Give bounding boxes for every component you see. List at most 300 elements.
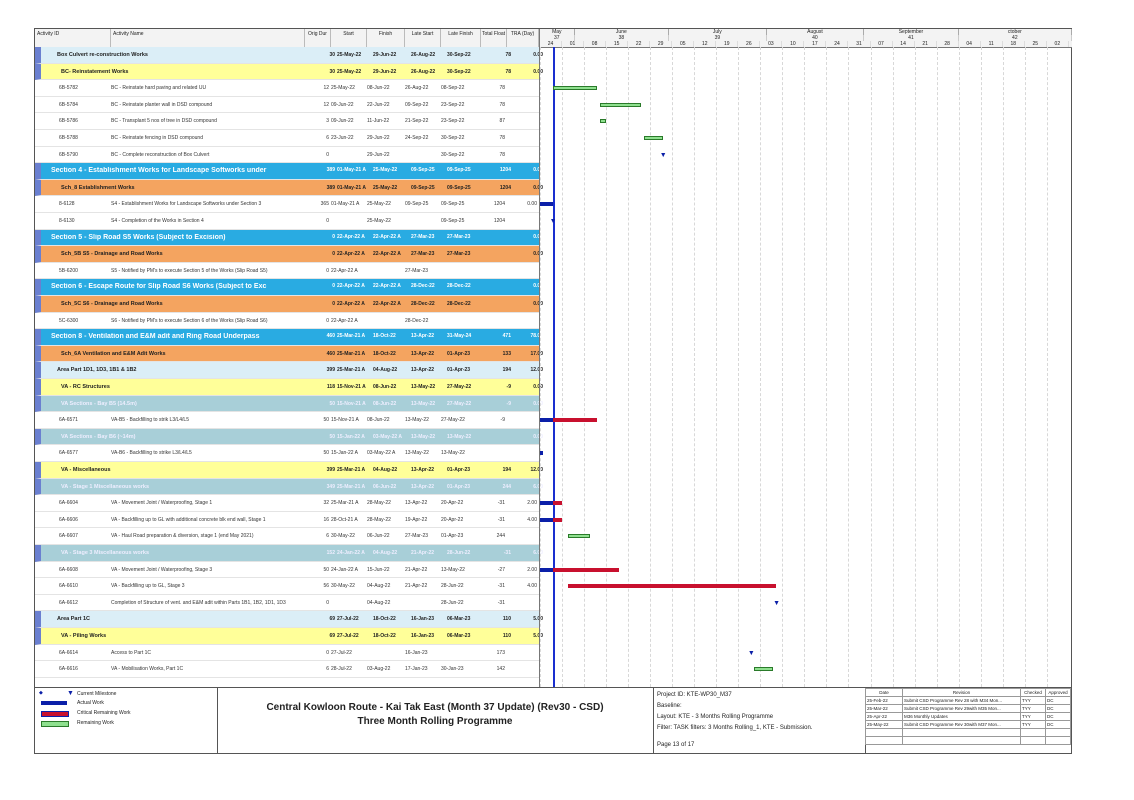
cell-ls: 28-Dec-22: [411, 301, 435, 307]
group-row[interactable]: [35, 429, 543, 446]
cell-tra: 0.00: [533, 184, 543, 191]
cell-tra: 0.00: [527, 201, 537, 208]
group-row[interactable]: [35, 545, 543, 562]
col-finish[interactable]: Finish: [367, 29, 405, 47]
group-row[interactable]: [35, 279, 543, 296]
cell-tf: 110: [502, 616, 511, 623]
actual-bar[interactable]: [540, 501, 553, 505]
cell-dur: 3: [326, 118, 329, 125]
legend-actual: Actual Work: [77, 700, 104, 706]
cell-finish: 25-May-22: [367, 218, 391, 224]
milestone-icon[interactable]: ▼: [773, 599, 781, 607]
title-block: [217, 688, 654, 754]
cell-lf: 31-May-24: [447, 333, 472, 340]
schedule-sheet: [34, 28, 1072, 754]
cell-tf: 1204: [493, 201, 505, 208]
cell-tf: -31: [497, 599, 505, 606]
grid-line: [628, 47, 629, 687]
cell-dur: 6: [326, 135, 329, 141]
cell-dur: 0: [332, 301, 335, 307]
cell-finish: 18-Oct-22: [373, 616, 396, 623]
cell-finish: 25-May-22: [373, 184, 398, 191]
project-id: Project ID: KTE-WP30_M37: [657, 692, 732, 698]
timescale: [540, 29, 1072, 48]
cell-id: Section 5 - Slip Road S5 Works (Subject to Excision): [51, 233, 226, 241]
cell-start: 01-May-21 A: [337, 167, 366, 174]
remaining-bar[interactable]: [568, 534, 590, 538]
group-row[interactable]: [35, 362, 543, 379]
cell-finish: 15-Jun-22: [367, 566, 390, 573]
col-start[interactable]: Start: [331, 29, 367, 47]
grid-line: [562, 47, 563, 687]
month-label: June: [575, 29, 669, 35]
cell-ls: 27-Mar-23: [411, 233, 435, 240]
milestone-icon: ◆: [39, 690, 43, 696]
actual-bar[interactable]: [540, 451, 543, 455]
cell-id: Area Part 1C: [57, 616, 91, 623]
rev-row: [866, 697, 1071, 705]
activity-row[interactable]: [35, 661, 539, 678]
activity-row[interactable]: [35, 263, 539, 280]
cell-lf: 20-Apr-22: [441, 500, 464, 507]
cell-finish: 04-Aug-22: [373, 367, 398, 374]
cell-ls: 13-May-22: [411, 433, 436, 440]
cell-id: VA - Stage 3 Miscellaneous works: [61, 550, 150, 556]
cell-ls: 09-Sep-25: [411, 184, 435, 191]
cell-dur: 399: [326, 467, 335, 473]
rev-text: Submit CSD Programme Rev 28 with M34 Mon...: [903, 697, 1021, 705]
revision-table: [865, 688, 1071, 754]
rev-head-revision: Revision: [903, 689, 1021, 697]
cell-ls: 13-Apr-22: [411, 367, 435, 374]
cell-finish: 22-Apr-22 A: [373, 301, 401, 307]
cell-lf: 23-Sep-22: [441, 101, 465, 108]
grid-line: [1025, 47, 1026, 687]
week-label: 41: [864, 35, 958, 41]
cell-finish: 18-Oct-22: [373, 633, 396, 639]
week-label: 40: [767, 35, 865, 41]
activity-row[interactable]: [35, 595, 539, 612]
cell-dur: 0: [326, 599, 329, 606]
day-label: 29: [650, 41, 672, 47]
remaining-bar[interactable]: [754, 667, 773, 671]
cell-lf: 27-Mar-23: [447, 251, 471, 258]
group-row[interactable]: [35, 180, 543, 197]
cell-finish: 29-Jun-22: [367, 151, 390, 158]
group-row[interactable]: [35, 462, 543, 479]
cell-dur: 50: [329, 433, 335, 440]
group-row[interactable]: [35, 230, 543, 247]
rev-row: [866, 721, 1071, 729]
cell-id: Section 8 - Ventilation and E&M adit and Ring Road Underpass: [51, 333, 260, 341]
grid-line: [716, 47, 717, 687]
cell-id: 6A-6607: [59, 533, 78, 540]
grid-line: [606, 47, 607, 687]
cell-finish: 04-Aug-22: [367, 599, 391, 606]
rev-empty: [866, 729, 903, 737]
cell-dur: 32: [323, 500, 329, 507]
day-label: 07: [871, 41, 893, 47]
day-label: 25: [1025, 41, 1047, 47]
cell-tf: 173: [496, 649, 505, 656]
activity-row[interactable]: [35, 113, 539, 130]
cell-start: 24-Jan-22 A: [337, 550, 365, 556]
rev-checked: TYY: [1021, 721, 1046, 729]
rev-text: Submit CSD Programme Rev 29with M35 Mon...: [903, 705, 1021, 713]
cell-lf: 06-Mar-23: [447, 633, 471, 639]
day-label: 24: [826, 41, 848, 47]
cell-start: 28-Oct-21 A: [331, 516, 358, 523]
cell-dur: 0: [332, 233, 335, 240]
cell-finish: 25-May-22: [373, 167, 398, 174]
critical-bar[interactable]: [553, 501, 562, 505]
cell-start: 22-Apr-22 A: [337, 283, 365, 290]
day-label: 21: [915, 41, 937, 47]
remaining-bar[interactable]: [600, 119, 606, 123]
cell-id: 6A-6608: [59, 566, 78, 573]
page-number: Page 13 of 17: [657, 742, 695, 748]
rev-empty: [1046, 737, 1071, 745]
cell-start: 22-Apr-22 A: [331, 317, 358, 324]
group-row[interactable]: [35, 628, 543, 645]
cell-name: BC - Reinstate planter wall in DSD compound: [111, 101, 213, 108]
cell-lf: 13-May-22: [441, 450, 465, 457]
cell-lf: 30-Sep-22: [447, 52, 471, 58]
cell-name: BC - Reinstate fencing in DSD compound: [111, 135, 203, 141]
cell-id: 6A-6577: [59, 450, 78, 457]
day-label: 17: [804, 41, 826, 47]
remaining-bar[interactable]: [553, 86, 597, 90]
cell-start: 25-Mar-21 A: [337, 350, 366, 357]
group-row[interactable]: [35, 246, 543, 263]
grid-line: [584, 47, 585, 687]
group-row[interactable]: [35, 396, 543, 413]
month-label: July: [669, 29, 767, 35]
cell-ls: 28-Dec-22: [411, 283, 435, 290]
activity-row[interactable]: [35, 196, 539, 213]
cell-dur: 30: [329, 68, 335, 75]
col-tra[interactable]: TRA (Day): [507, 29, 539, 47]
month-label: September: [864, 29, 958, 35]
cell-ls: 09-Sep-22: [405, 101, 429, 108]
group-row[interactable]: [35, 163, 543, 180]
cell-ls: 09-Sep-25: [405, 201, 429, 208]
group-row[interactable]: [35, 64, 543, 81]
cell-lf: 01-Apr-23: [447, 350, 471, 357]
cell-tra: 4.00: [527, 516, 537, 523]
cell-start: 15-Nov-21 A: [331, 417, 359, 424]
cell-dur: 399: [326, 367, 335, 374]
rev-text: Submit CSD Programme Rev 30with M37 Mon...: [903, 721, 1021, 729]
activity-row[interactable]: [35, 80, 539, 97]
cell-ls: 13-May-22: [405, 450, 429, 457]
cell-tf: 244: [502, 483, 511, 490]
cell-dur: 118: [326, 384, 335, 390]
cell-finish: 04-Aug-22: [373, 550, 398, 556]
grid-line: [826, 47, 827, 687]
cell-finish: 22-Apr-22 A: [373, 283, 401, 290]
remaining-swatch: [41, 721, 69, 727]
activity-row[interactable]: [35, 578, 539, 595]
activity-row[interactable]: [35, 147, 539, 164]
cell-finish: 04-Aug-22: [373, 467, 398, 473]
grid-line: [760, 47, 761, 687]
critical-bar[interactable]: [568, 584, 776, 588]
cell-ls: 21-Apr-22: [405, 566, 428, 573]
cell-finish: 08-Jun-22: [367, 85, 390, 92]
cell-lf: 13-May-22: [441, 566, 465, 573]
rev-date: 25-Mar-22: [866, 705, 903, 713]
cell-id: Area Part 1D1, 1D3, 1B1 & 1B2: [57, 367, 137, 374]
day-label: 26: [738, 41, 760, 47]
col-orig-dur[interactable]: Orig Dur: [305, 29, 331, 47]
cell-id: 6B-5790: [59, 151, 78, 158]
data-date-line: [553, 47, 555, 687]
grid-line: [959, 47, 960, 687]
day-label: 01: [562, 41, 584, 47]
cell-tra: 0.00: [533, 251, 543, 258]
activity-row[interactable]: [35, 313, 539, 330]
group-row[interactable]: [35, 346, 543, 363]
cell-lf: 27-Mar-23: [447, 233, 471, 240]
cell-id: 6A-6614: [59, 649, 78, 656]
month-label: ctober: [959, 29, 1072, 35]
cell-ls: 13-Apr-22: [405, 500, 428, 507]
cell-name: S6 - Notified by PM's to execute Section 6 of the Works (Slip Road S6): [111, 317, 268, 324]
cell-name: BC - Transplant 5 nos of tree in DSD compound: [111, 118, 217, 125]
col-total-float[interactable]: Total Float: [481, 29, 507, 47]
activity-row[interactable]: [35, 445, 539, 462]
cell-ls: 21-Apr-22: [411, 550, 435, 556]
cell-start: 24-Jan-22 A: [331, 566, 358, 573]
cell-tf: 110: [502, 633, 511, 639]
remaining-bar[interactable]: [600, 103, 641, 107]
cell-finish: 25-May-22: [367, 201, 391, 208]
cell-start: 23-Jun-22: [331, 135, 354, 141]
cell-id: 8-6128: [59, 201, 75, 208]
cell-id: Section 6 - Escape Route for Slip Road S6 Works (Subject to Exc: [51, 283, 267, 291]
cell-name: S4 - Establishment Works for Landscape Softworks under Section 3: [111, 201, 262, 208]
cell-name: VA - Backfilling up to GL with additional concrete blk end wall, Stage 1: [111, 516, 266, 523]
cell-id: Sch_5B S5 - Drainage and Road Works: [61, 251, 163, 258]
cell-lf: 28-Jun-22: [441, 583, 464, 590]
cell-tf: -9: [506, 384, 511, 390]
cell-finish: 22-Apr-22 A: [373, 233, 401, 240]
cell-dur: 460: [326, 333, 335, 340]
cell-dur: 50: [329, 400, 335, 407]
cell-tra: 12.00: [530, 467, 543, 473]
actual-bar[interactable]: [540, 202, 553, 206]
cell-dur: 0: [326, 317, 329, 324]
cell-ls: 16-Jan-23: [411, 616, 435, 623]
cell-ls: 27-Mar-23: [405, 533, 429, 540]
cell-lf: 09-Sep-25: [447, 167, 471, 174]
activity-row[interactable]: [35, 645, 539, 662]
rev-date: 25-Feb-22: [866, 697, 903, 705]
grid-line: [672, 47, 673, 687]
activity-row[interactable]: [35, 495, 539, 512]
cell-start: 25-Mar-21 A: [337, 333, 366, 340]
cell-tra: 6.00: [533, 483, 543, 490]
rev-approved: DC: [1046, 713, 1071, 721]
cell-tf: 78: [505, 68, 511, 75]
cell-tf: 87: [499, 118, 505, 125]
cell-finish: 29-Jun-22: [367, 135, 390, 141]
activity-row[interactable]: [35, 562, 539, 579]
milestone-icon[interactable]: ▼: [747, 649, 755, 657]
cell-ls: 19-Apr-22: [405, 516, 428, 523]
activity-row[interactable]: [35, 97, 539, 114]
project-filter: Filter: TASK filters: 3 Months Rolling_1, KTE - Submission.: [657, 725, 813, 731]
cell-ls: 26-Aug-22: [411, 68, 436, 75]
rev-date: 25-May-22: [866, 721, 903, 729]
rev-row: [866, 705, 1071, 713]
cell-id: 6A-6571: [59, 417, 78, 424]
cell-ls: 13-May-22: [405, 417, 429, 424]
critical-bar[interactable]: [553, 418, 597, 422]
cell-start: 09-Jun-22: [331, 101, 354, 108]
cell-lf: 28-Dec-22: [447, 283, 471, 290]
cell-start: 25-May-22: [337, 52, 362, 58]
activity-row[interactable]: [35, 528, 539, 545]
col-late-finish[interactable]: Late Finish: [441, 29, 481, 47]
cell-tra: 6.00: [533, 550, 543, 556]
month-label: May: [540, 29, 575, 35]
cell-start: 15-Nov-21 A: [337, 384, 366, 390]
cell-finish: 29-Jun-22: [373, 68, 397, 75]
cell-tf: 133: [502, 350, 511, 357]
column-header: [35, 29, 539, 48]
cell-dur: 69: [329, 616, 335, 623]
group-row[interactable]: [35, 379, 543, 396]
cell-start: 15-Jan-22 A: [337, 433, 365, 440]
cell-start: 25-Mar-21 A: [337, 367, 366, 374]
cell-ls: 16-Jan-23: [405, 649, 428, 656]
grid-line: [893, 47, 894, 687]
activity-row[interactable]: [35, 130, 539, 147]
cell-name: VA - Backfilling up to GL, Stage 3: [111, 583, 185, 590]
cell-tf: 78: [499, 85, 505, 92]
legend-remaining: Remaining Work: [77, 720, 114, 726]
legend-critical: Critical Remaining Work: [77, 710, 131, 716]
milestone-icon[interactable]: ▼: [659, 151, 667, 159]
cell-ls: 09-Sep-25: [411, 167, 435, 174]
cell-start: 30-May-22: [331, 583, 355, 590]
grid-line: [782, 47, 783, 687]
legend: [35, 688, 218, 754]
cell-tf: 78: [505, 52, 511, 58]
cell-start: 15-Jan-22 A: [331, 450, 358, 457]
cell-lf: 01-Apr-23: [447, 367, 471, 374]
day-label: 22: [628, 41, 650, 47]
group-row[interactable]: [35, 611, 543, 628]
cell-id: 6B-5786: [59, 118, 78, 125]
activity-row[interactable]: [35, 213, 539, 230]
cell-dur: 0: [326, 218, 329, 224]
day-label: 31: [848, 41, 870, 47]
cell-lf: 30-Sep-22: [441, 135, 465, 141]
cell-id: 5C-6300: [59, 317, 79, 324]
cell-lf: 01-Apr-23: [447, 483, 471, 490]
cell-start: 25-Mar-21 A: [331, 500, 359, 507]
cell-start: 22-Apr-22 A: [337, 233, 365, 240]
cell-lf: 01-Apr-23: [441, 533, 464, 540]
critical-bar[interactable]: [553, 568, 619, 572]
cell-id: VA - Piling Works: [61, 633, 107, 639]
col-activity-name[interactable]: Activity Name: [111, 29, 305, 47]
cell-start: 09-Jun-22: [331, 118, 354, 125]
cell-ls: 27-Mar-23: [405, 267, 429, 274]
cell-id: VA Sections - Bay B6 (~14m): [61, 433, 136, 440]
cell-tf: -31: [497, 583, 505, 590]
actual-bar[interactable]: [540, 518, 553, 522]
activity-row[interactable]: [35, 412, 539, 429]
cell-name: VA - Haul Road preparation & diversion, stage 1 (end May 2021): [111, 533, 254, 540]
cell-tra: 0.00: [533, 167, 543, 174]
cell-dur: 56: [323, 583, 329, 590]
cell-tf: 142: [496, 666, 505, 673]
cell-id: BC- Reinstatement Works: [61, 68, 129, 75]
day-label: 19: [716, 41, 738, 47]
activity-row[interactable]: [35, 512, 539, 529]
cell-dur: 6: [326, 533, 329, 540]
critical-swatch: [41, 711, 69, 717]
cell-id: Section 4 - Establishment Works for Landscape Softworks under: [51, 167, 267, 175]
cell-finish: 22-Apr-22 A: [373, 251, 401, 258]
milestone-icon[interactable]: ▼: [549, 218, 557, 225]
cell-ls: 26-Aug-22: [405, 85, 429, 92]
grid-line: [915, 47, 916, 687]
project-baseline: Baseline:: [657, 703, 682, 709]
cell-start: 27-Jul-22: [331, 649, 352, 656]
cell-start: 15-Nov-21 A: [337, 400, 366, 407]
cell-ls: 27-Mar-23: [411, 251, 435, 258]
col-activity-id[interactable]: Activity ID: [35, 29, 111, 47]
cell-tra: 17.00: [530, 350, 543, 357]
group-row[interactable]: [35, 296, 543, 313]
cell-ls: 21-Sep-22: [405, 118, 429, 125]
cell-ls: 26-Aug-22: [411, 52, 436, 58]
cell-tra: 5.00: [533, 616, 543, 623]
group-row[interactable]: [35, 329, 543, 346]
actual-bar[interactable]: [540, 418, 553, 422]
cell-id: Box Culvert re-construction Works: [57, 52, 148, 58]
cell-tra: 0.00: [533, 384, 543, 390]
col-late-start[interactable]: Late Start: [405, 29, 441, 47]
grid-line: [738, 47, 739, 687]
critical-bar[interactable]: [553, 518, 562, 522]
cell-start: 25-Mar-21 A: [337, 467, 366, 473]
cell-tf: -9: [506, 400, 511, 407]
cell-dur: 0: [326, 151, 329, 158]
day-label: 08: [584, 41, 606, 47]
actual-bar[interactable]: [540, 568, 553, 572]
cell-dur: 0: [326, 649, 329, 656]
group-row[interactable]: [35, 479, 543, 496]
cell-dur: 6: [326, 666, 329, 673]
remaining-bar[interactable]: [644, 136, 663, 140]
cell-id: 6B-5782: [59, 85, 78, 92]
rev-approved: DC: [1046, 705, 1071, 713]
cell-start: 22-Apr-22 A: [337, 301, 365, 307]
cell-finish: 08-Jun-22: [373, 384, 397, 390]
cell-ls: 13-Apr-22: [411, 483, 435, 490]
cell-tf: 78: [499, 101, 505, 108]
rev-date: 25-Apr-22: [866, 713, 903, 721]
group-row[interactable]: [35, 47, 543, 64]
cell-start: 01-May-21 A: [337, 184, 366, 191]
cell-dur: 69: [329, 633, 335, 639]
